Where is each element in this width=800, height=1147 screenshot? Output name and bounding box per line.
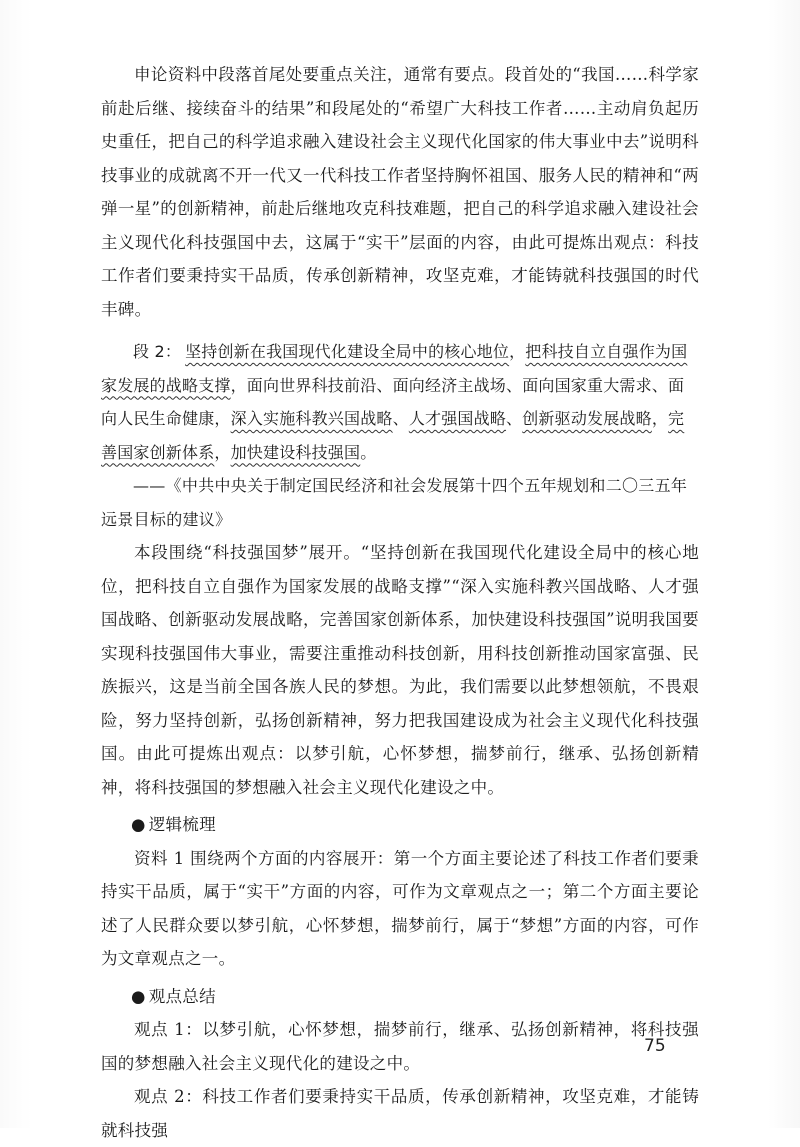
quote-text: ， [509, 342, 526, 361]
quote-text: 、 [392, 409, 409, 428]
section-heading-logic [101, 808, 699, 842]
page-number: 75 [644, 1036, 666, 1056]
quote-text: ，面向世界科技前沿、面向经济主战场、面向国家重大需求、面向人民生命健康， [101, 375, 685, 428]
viewpoint-2-paragraph: 观点 2：科技工作者们要秉持实干品质，传承创新精神，攻坚克难，才能铸就科技强 [101, 1087, 699, 1140]
underlined-phrase: 深入实施科教兴国战略 [230, 409, 393, 428]
quote-text: 。 [360, 442, 377, 462]
logic-paragraph: 资料 1 围绕两个方面的内容展开：第一个方面主要论述了科技工作者们要秉持实干品质，属于“实干”方面的内容，可作为文章观点之一；第二个方面主要论述了人民群众要以梦引航，心怀梦想，揣梦前行，属于“梦想”方面的内容，可作为文章观点之一。 [101, 848, 699, 968]
bullet-icon: ● [131, 986, 146, 1006]
quote-text: 、 [506, 409, 523, 428]
underlined-phrase: 坚持创新在我国现代化建设全局中的核心地位 [185, 342, 510, 361]
underlined-phrase: 完善国家创新体系 [101, 409, 685, 462]
quote-text: ， [214, 442, 231, 462]
section-heading-summary [101, 980, 699, 1014]
heading-text: 观点总结 [148, 986, 216, 1006]
analysis-paragraph-3: 本段围绕“科技强国梦”展开。“坚持创新在我国现代化建设全局中的核心地位，把科技自立自强作为国家发展的战略支撑”“深入实施科教兴国战略、人才强国战略、创新驱动发展战略，完善国家创新体系，加快建设科技强国”说明我国要实现科技强国伟大事业，需要注重推动科技创新，用科技创新推动国家富强、民族振兴，这是当前全国各族人民的梦想。为此，我们需要以此梦想领航，不畏艰险，努力坚持创新，弘扬创新精神，努力把我国建设成为社会主义现代化科技强国。由此可提炼出观点：以梦引航，心怀梦想，揣梦前行，继承、弘扬创新精神，将科技强国的梦想融入社会主义现代化建设之中。 [101, 543, 699, 797]
underlined-phrase: 加快建设科技强国 [230, 442, 361, 462]
quoted-material-paragraph-2 [101, 335, 699, 469]
underlined-phrase: 把科技自立自强作为国家发展的战略支撑 [101, 342, 688, 395]
bullet-icon: ● [131, 815, 146, 834]
heading-text: 逻辑梳理 [148, 815, 216, 834]
underlined-phrase: 人才强国战略 [408, 409, 507, 428]
quote-text: ， [651, 409, 669, 428]
underlined-phrase: 创新驱动发展战略 [522, 409, 652, 428]
page-content [101, 58, 699, 1147]
analysis-paragraph-1: 申论资料中段落首尾处要重点关注，通常有要点。段首处的“我国……科学家前赴后继、接续奋斗的结果”和段尾处的“希望广大科技工作者……主动肩负起历史重任，把自己的科学追求融入建设社会主义现代化国家的伟大事业中去”说明科技事业的成就离不开一代又一代科技工作者坚持胸怀祖国、服务人民的精神和“两弹一星”的创新精神，前赴后继地攻克科技难题，把自己的科学追求融入建设社会主义现代化科技强国中去，这属于“实干”层面的内容，由此可提炼出观点：科技工作者们要秉持实干品质，传承创新精神，攻坚克难，才能铸就科技强国的时代丰碑。 [101, 65, 699, 319]
quote-label: 段 2： [133, 342, 182, 361]
viewpoint-1-paragraph: 观点 1：以梦引航，心怀梦想，揣梦前行，继承、弘扬创新精神，将科技强国的梦想融入社会主义现代化的建设之中。 [101, 1020, 699, 1073]
quote-source: ——《中共中央关于制定国民经济和社会发展第十四个五年规划和二〇三五年远景目标的建议》 [101, 476, 688, 529]
